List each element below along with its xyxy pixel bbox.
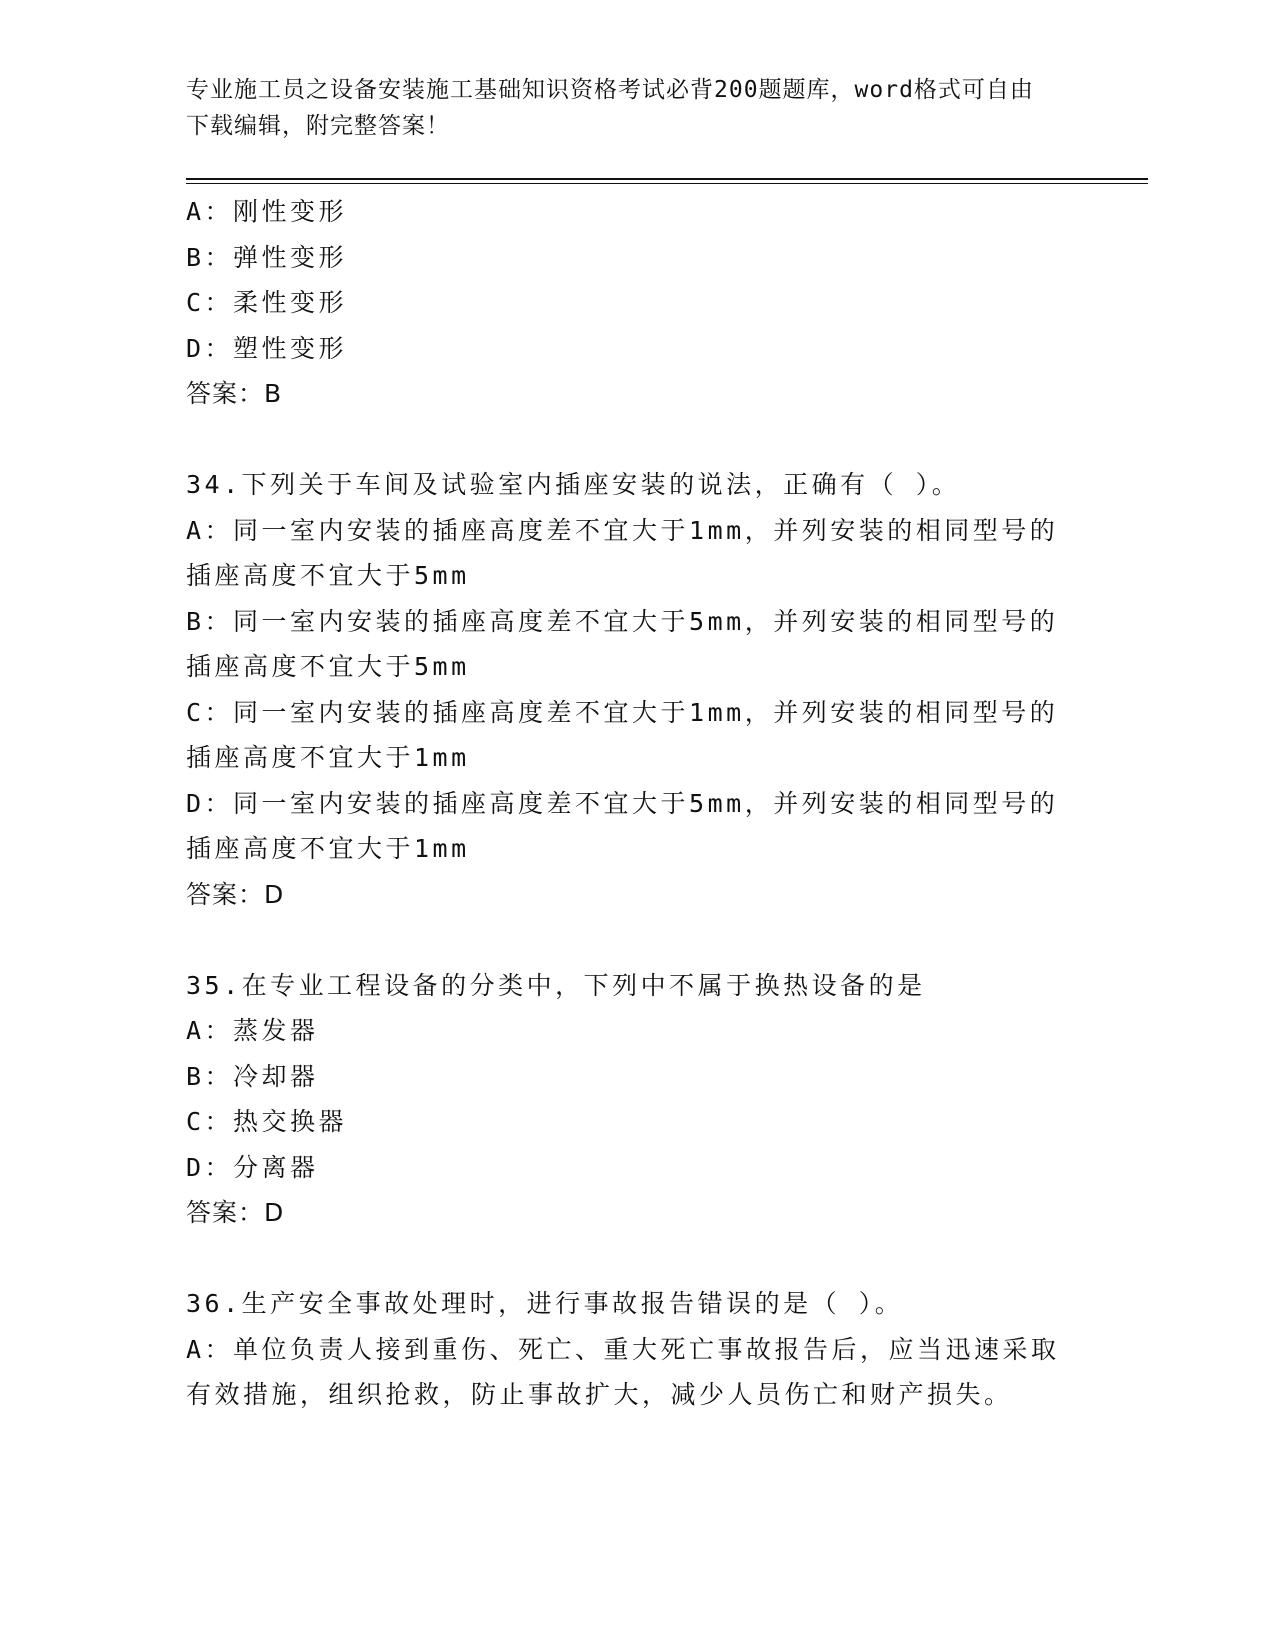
question-block-34 — [186, 462, 1086, 917]
question-block-35 — [186, 963, 1086, 1236]
option-c: C：热交换器 — [186, 1107, 348, 1136]
block-spacer — [186, 417, 1086, 463]
document-header — [186, 72, 1066, 144]
option-a: A：蒸发器 — [186, 1016, 319, 1045]
question-content — [186, 189, 1086, 1418]
option-d: D：塑性变形 — [186, 333, 348, 363]
block-spacer — [186, 917, 1086, 963]
answer-line: 答案：B — [186, 379, 283, 408]
option-a-continued: 插座高度不宜大于5mm — [186, 561, 470, 590]
option-c: C：柔性变形 — [186, 288, 348, 317]
question-block-33 — [186, 189, 1086, 417]
header-rule-thick — [186, 178, 1148, 180]
header-rule-thin — [186, 183, 1148, 184]
option-d: D：分离器 — [186, 1152, 319, 1182]
option-c-continued: 插座高度不宜大于1mm — [186, 743, 470, 772]
option-d: D：同一室内安装的插座高度差不宜大于5mm，并列安装的相同型号的 — [186, 788, 1059, 818]
header-line-2: 下载编辑，附完整答案！ — [186, 113, 450, 139]
answer-line: 答案：D — [186, 879, 285, 909]
option-c: C：同一室内安装的插座高度差不宜大于1mm，并列安装的相同型号的 — [186, 697, 1059, 727]
question-text: 35.在专业工程设备的分类中，下列中不属于换热设备的是 — [186, 970, 926, 1000]
option-a: A：同一室内安装的插座高度差不宜大于1mm，并列安装的相同型号的 — [186, 515, 1059, 545]
question-block-36 — [186, 1281, 1086, 1418]
option-a: A：刚性变形 — [186, 197, 348, 226]
option-d-continued: 插座高度不宜大于1mm — [186, 834, 470, 863]
answer-line: 答案：D — [186, 1198, 285, 1227]
question-text: 36.生产安全事故处理时，进行事故报告错误的是（ ）。 — [186, 1289, 904, 1318]
block-spacer — [186, 1236, 1086, 1282]
question-text: 34.下列关于车间及试验室内插座安装的说法，正确有（ ）。 — [186, 470, 961, 499]
header-line-1: 专业施工员之设备安装施工基础知识资格考试必背200题题库，word格式可自由 — [186, 77, 1034, 103]
option-b: B：同一室内安装的插座高度差不宜大于5mm，并列安装的相同型号的 — [186, 606, 1059, 636]
option-b-continued: 插座高度不宜大于5mm — [186, 652, 470, 681]
option-b: B：弹性变形 — [186, 242, 348, 272]
option-a: A：单位负责人接到重伤、死亡、重大死亡事故报告后，应当迅速采取 — [186, 1334, 1060, 1364]
option-b: B：冷却器 — [186, 1061, 319, 1091]
option-a-continued: 有效措施，组织抢救，防止事故扩大，减少人员伤亡和财产损失。 — [186, 1380, 1013, 1409]
